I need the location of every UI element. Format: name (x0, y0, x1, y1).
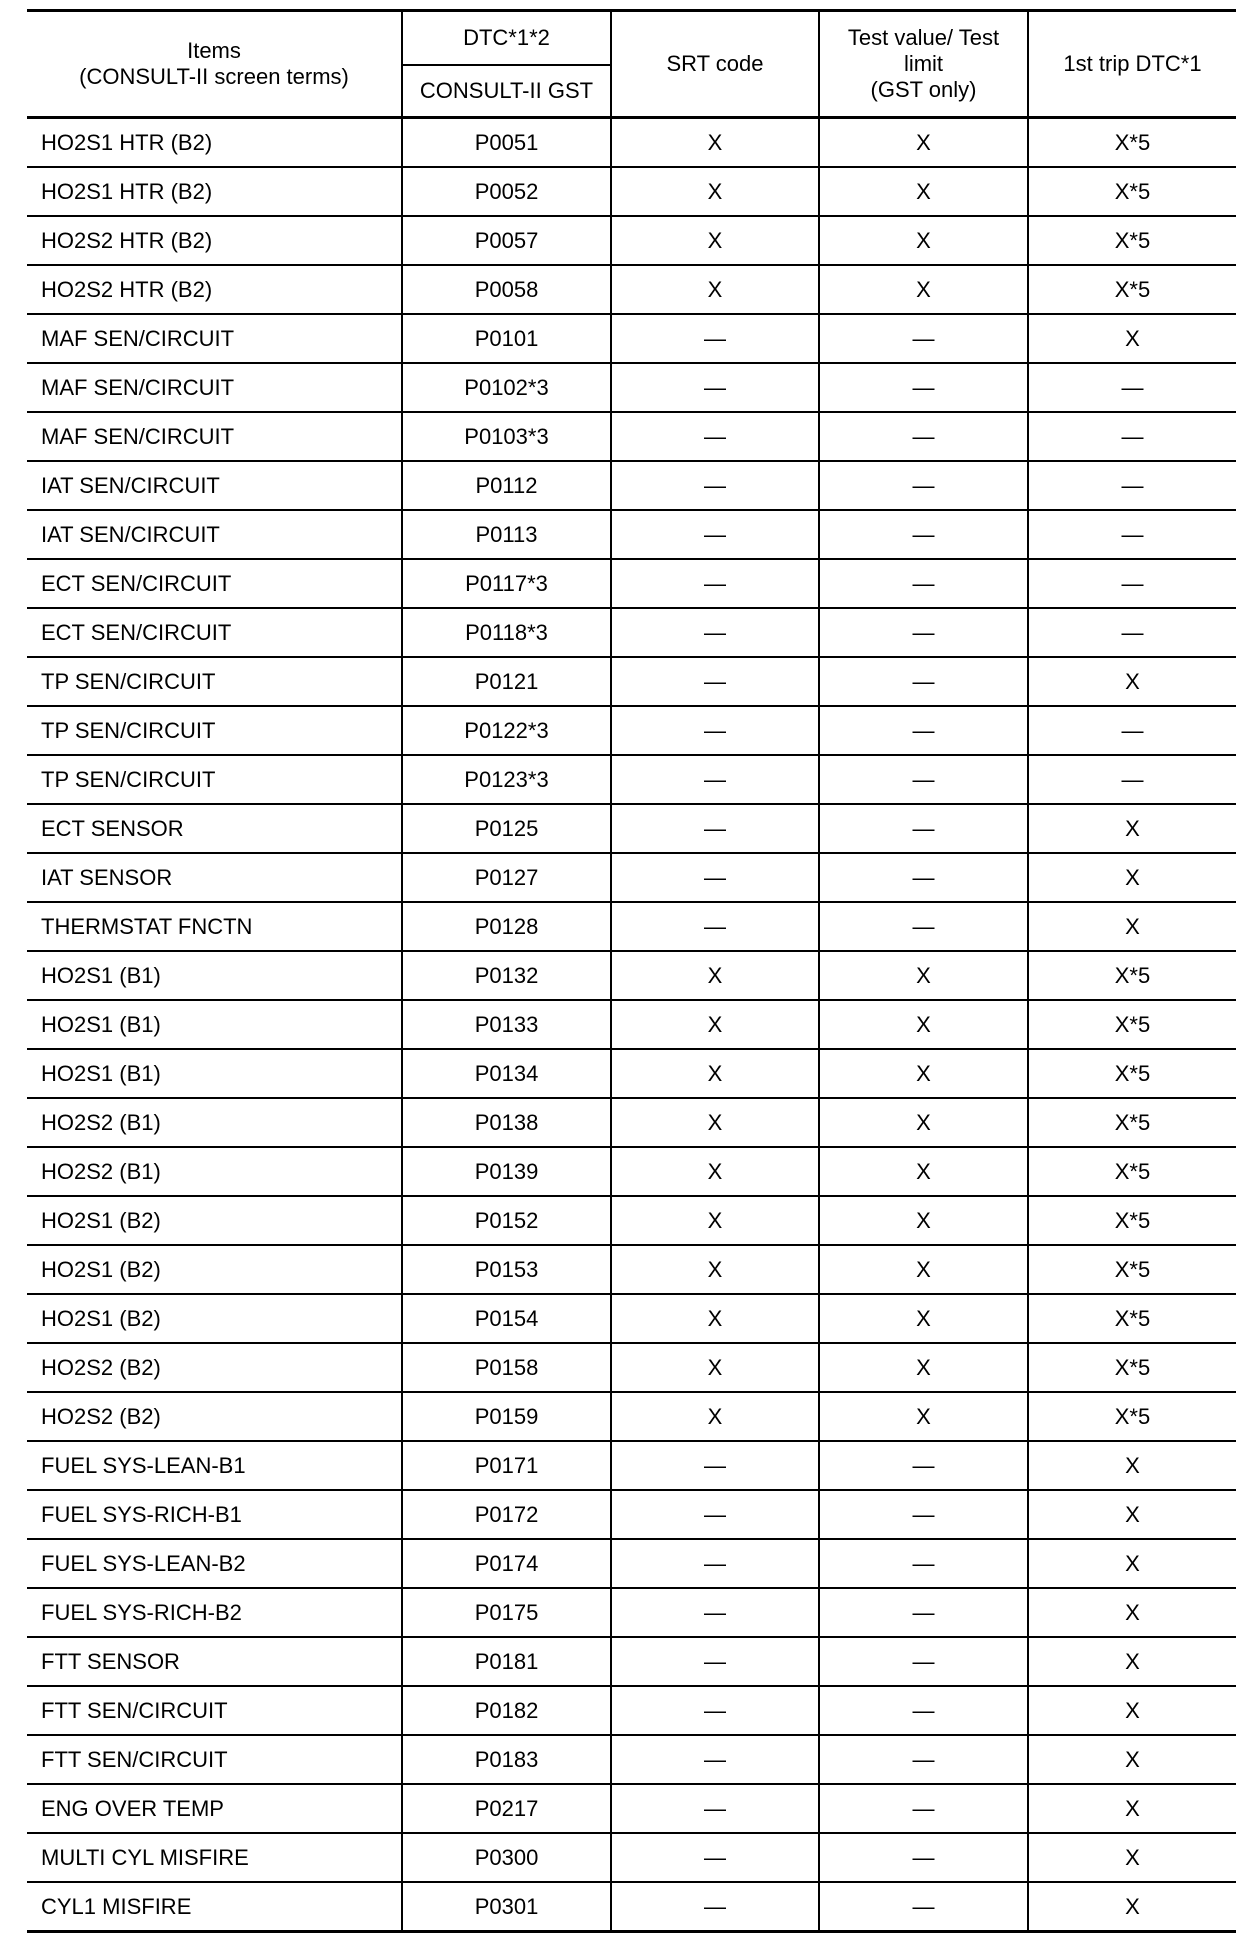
table-row (27, 1000, 1236, 1049)
dtc-code-cell: P0051 (402, 118, 611, 168)
first-trip-dtc-cell: X (1028, 1686, 1236, 1735)
dtc-code-cell: P0128 (402, 902, 611, 951)
srt-code-cell: — (611, 1686, 819, 1735)
table-row (27, 608, 1236, 657)
test-value-cell: X (819, 1392, 1028, 1441)
srt-code-cell: — (611, 1539, 819, 1588)
srt-code-cell: X (611, 1000, 819, 1049)
test-value-cell: X (819, 216, 1028, 265)
first-trip-dtc-cell: X*5 (1028, 1049, 1236, 1098)
srt-code-cell: — (611, 1735, 819, 1784)
dtc-code-cell: P0181 (402, 1637, 611, 1686)
test-value-cell: X (819, 1147, 1028, 1196)
table-row (27, 1196, 1236, 1245)
dtc-code-cell: P0158 (402, 1343, 611, 1392)
first-trip-dtc-cell: X (1028, 1637, 1236, 1686)
test-value-cell: — (819, 559, 1028, 608)
dtc-code-cell: P0112 (402, 461, 611, 510)
item-cell: MULTI CYL MISFIRE (27, 1833, 402, 1882)
item-cell: HO2S1 (B2) (27, 1196, 402, 1245)
table-row (27, 412, 1236, 461)
dtc-code-cell: P0154 (402, 1294, 611, 1343)
dtc-table (27, 9, 1236, 1933)
srt-code-cell: — (611, 1784, 819, 1833)
header-srt-code: SRT code (611, 11, 819, 118)
test-value-cell: X (819, 1245, 1028, 1294)
test-value-cell: — (819, 314, 1028, 363)
test-value-cell: — (819, 853, 1028, 902)
srt-code-cell: X (611, 216, 819, 265)
srt-code-cell: X (611, 265, 819, 314)
srt-code-cell: X (611, 1294, 819, 1343)
table-row (27, 804, 1236, 853)
table-row (27, 1294, 1236, 1343)
table-row (27, 1098, 1236, 1147)
item-cell: ECT SEN/CIRCUIT (27, 559, 402, 608)
first-trip-dtc-cell: — (1028, 363, 1236, 412)
first-trip-dtc-cell: X (1028, 1539, 1236, 1588)
first-trip-dtc-cell: X*5 (1028, 167, 1236, 216)
first-trip-dtc-cell: X (1028, 314, 1236, 363)
test-value-cell: — (819, 1882, 1028, 1932)
dtc-code-cell: P0101 (402, 314, 611, 363)
srt-code-cell: X (611, 951, 819, 1000)
first-trip-dtc-cell: X (1028, 1882, 1236, 1932)
table-row (27, 1588, 1236, 1637)
table-row (27, 1441, 1236, 1490)
item-cell: HO2S2 (B1) (27, 1147, 402, 1196)
item-cell: HO2S1 (B1) (27, 1049, 402, 1098)
first-trip-dtc-cell: X*5 (1028, 1000, 1236, 1049)
header-items-title: Items (187, 38, 241, 63)
first-trip-dtc-cell: X (1028, 804, 1236, 853)
dtc-code-cell: P0172 (402, 1490, 611, 1539)
item-cell: HO2S1 (B1) (27, 1000, 402, 1049)
table-row (27, 1392, 1236, 1441)
item-cell: ECT SENSOR (27, 804, 402, 853)
srt-code-cell: X (611, 1392, 819, 1441)
item-cell: HO2S1 (B2) (27, 1245, 402, 1294)
srt-code-cell: X (611, 1245, 819, 1294)
first-trip-dtc-cell: X*5 (1028, 1343, 1236, 1392)
item-cell: FTT SEN/CIRCUIT (27, 1735, 402, 1784)
table-row (27, 1147, 1236, 1196)
test-value-cell: X (819, 1294, 1028, 1343)
first-trip-dtc-cell: — (1028, 412, 1236, 461)
dtc-code-cell: P0300 (402, 1833, 611, 1882)
table-row (27, 167, 1236, 216)
srt-code-cell: — (611, 363, 819, 412)
table-row (27, 118, 1236, 168)
table-row (27, 755, 1236, 804)
first-trip-dtc-cell: — (1028, 461, 1236, 510)
first-trip-dtc-cell: X*5 (1028, 1392, 1236, 1441)
srt-code-cell: — (611, 1833, 819, 1882)
first-trip-dtc-cell: X (1028, 853, 1236, 902)
item-cell: IAT SENSOR (27, 853, 402, 902)
first-trip-dtc-cell: — (1028, 706, 1236, 755)
dtc-code-cell: P0152 (402, 1196, 611, 1245)
item-cell: HO2S2 HTR (B2) (27, 265, 402, 314)
first-trip-dtc-cell: — (1028, 510, 1236, 559)
table-row (27, 363, 1236, 412)
dtc-code-cell: P0175 (402, 1588, 611, 1637)
srt-code-cell: — (611, 1490, 819, 1539)
srt-code-cell: X (611, 1049, 819, 1098)
dtc-code-cell: P0125 (402, 804, 611, 853)
header-items (27, 11, 402, 118)
srt-code-cell: — (611, 461, 819, 510)
table-row (27, 706, 1236, 755)
table-row (27, 853, 1236, 902)
table-row (27, 1637, 1236, 1686)
table-row (27, 461, 1236, 510)
item-cell: HO2S2 (B1) (27, 1098, 402, 1147)
dtc-code-cell: P0134 (402, 1049, 611, 1098)
dtc-code-cell: P0133 (402, 1000, 611, 1049)
first-trip-dtc-cell: — (1028, 559, 1236, 608)
item-cell: ENG OVER TEMP (27, 1784, 402, 1833)
test-value-cell: — (819, 363, 1028, 412)
dtc-code-cell: P0118*3 (402, 608, 611, 657)
first-trip-dtc-cell: X (1028, 1490, 1236, 1539)
first-trip-dtc-cell: X*5 (1028, 1196, 1236, 1245)
test-value-cell: — (819, 608, 1028, 657)
table-row (27, 1882, 1236, 1932)
item-cell: HO2S1 HTR (B2) (27, 167, 402, 216)
dtc-code-cell: P0127 (402, 853, 611, 902)
test-value-cell: X (819, 118, 1028, 168)
first-trip-dtc-cell: X*5 (1028, 118, 1236, 168)
header-first-trip-dtc: 1st trip DTC*1 (1028, 11, 1236, 118)
srt-code-cell: — (611, 853, 819, 902)
srt-code-cell: — (611, 1441, 819, 1490)
srt-code-cell: X (611, 1343, 819, 1392)
dtc-code-cell: P0174 (402, 1539, 611, 1588)
srt-code-cell: — (611, 902, 819, 951)
srt-code-cell: — (611, 755, 819, 804)
test-value-cell: X (819, 167, 1028, 216)
item-cell: HO2S1 HTR (B2) (27, 118, 402, 168)
test-value-cell: — (819, 461, 1028, 510)
srt-code-cell: — (611, 804, 819, 853)
first-trip-dtc-cell: X (1028, 657, 1236, 706)
test-value-cell: — (819, 706, 1028, 755)
srt-code-cell: — (611, 510, 819, 559)
table-row (27, 1245, 1236, 1294)
srt-code-cell: — (611, 1588, 819, 1637)
header-test-value (819, 11, 1028, 118)
dtc-code-cell: P0123*3 (402, 755, 611, 804)
dtc-code-cell: P0122*3 (402, 706, 611, 755)
dtc-code-cell: P0052 (402, 167, 611, 216)
test-value-cell: X (819, 1098, 1028, 1147)
dtc-code-cell: P0138 (402, 1098, 611, 1147)
header-test-line2: limit (903, 51, 944, 76)
test-value-cell: X (819, 1343, 1028, 1392)
dtc-code-cell: P0159 (402, 1392, 611, 1441)
first-trip-dtc-cell: X*5 (1028, 216, 1236, 265)
dtc-code-cell: P0132 (402, 951, 611, 1000)
item-cell: TP SEN/CIRCUIT (27, 755, 402, 804)
table-row (27, 951, 1236, 1000)
table-row (27, 1343, 1236, 1392)
header-items-subtitle: (CONSULT-II screen terms) (79, 64, 349, 89)
srt-code-cell: — (611, 608, 819, 657)
srt-code-cell: — (611, 559, 819, 608)
first-trip-dtc-cell: X*5 (1028, 1245, 1236, 1294)
test-value-cell: — (819, 510, 1028, 559)
table-header (27, 11, 1236, 118)
dtc-code-cell: P0117*3 (402, 559, 611, 608)
item-cell: FUEL SYS-RICH-B1 (27, 1490, 402, 1539)
srt-code-cell: X (611, 167, 819, 216)
table-body (27, 118, 1236, 1932)
srt-code-cell: X (611, 1147, 819, 1196)
srt-code-cell: — (611, 314, 819, 363)
first-trip-dtc-cell: — (1028, 608, 1236, 657)
test-value-cell: — (819, 804, 1028, 853)
test-value-cell: X (819, 1049, 1028, 1098)
dtc-code-cell: P0058 (402, 265, 611, 314)
dtc-code-cell: P0102*3 (402, 363, 611, 412)
test-value-cell: X (819, 951, 1028, 1000)
item-cell: MAF SEN/CIRCUIT (27, 363, 402, 412)
dtc-code-cell: P0171 (402, 1441, 611, 1490)
table-row (27, 1833, 1236, 1882)
table-row (27, 902, 1236, 951)
dtc-code-cell: P0301 (402, 1882, 611, 1932)
test-value-cell: — (819, 1441, 1028, 1490)
item-cell: FUEL SYS-RICH-B2 (27, 1588, 402, 1637)
item-cell: TP SEN/CIRCUIT (27, 706, 402, 755)
first-trip-dtc-cell: X (1028, 902, 1236, 951)
header-dtc-consult-gst: CONSULT-II GST (402, 65, 611, 118)
test-value-cell: — (819, 1490, 1028, 1539)
dtc-code-cell: P0057 (402, 216, 611, 265)
item-cell: FUEL SYS-LEAN-B2 (27, 1539, 402, 1588)
srt-code-cell: — (611, 706, 819, 755)
table-row (27, 1784, 1236, 1833)
first-trip-dtc-cell: X (1028, 1588, 1236, 1637)
item-cell: HO2S2 (B2) (27, 1343, 402, 1392)
srt-code-cell: X (611, 1098, 819, 1147)
first-trip-dtc-cell: X (1028, 1735, 1236, 1784)
test-value-cell: — (819, 755, 1028, 804)
table-row (27, 314, 1236, 363)
item-cell: TP SEN/CIRCUIT (27, 657, 402, 706)
item-cell: IAT SEN/CIRCUIT (27, 461, 402, 510)
srt-code-cell: — (611, 657, 819, 706)
table-row (27, 1735, 1236, 1784)
table-row (27, 559, 1236, 608)
table-row (27, 265, 1236, 314)
item-cell: FUEL SYS-LEAN-B1 (27, 1441, 402, 1490)
dtc-code-cell: P0121 (402, 657, 611, 706)
dtc-code-cell: P0113 (402, 510, 611, 559)
test-value-cell: — (819, 1539, 1028, 1588)
dtc-code-cell: P0217 (402, 1784, 611, 1833)
first-trip-dtc-cell: — (1028, 755, 1236, 804)
test-value-cell: — (819, 1735, 1028, 1784)
test-value-cell: — (819, 657, 1028, 706)
dtc-code-cell: P0182 (402, 1686, 611, 1735)
first-trip-dtc-cell: X*5 (1028, 951, 1236, 1000)
table-row (27, 657, 1236, 706)
item-cell: CYL1 MISFIRE (27, 1882, 402, 1932)
item-cell: ECT SEN/CIRCUIT (27, 608, 402, 657)
item-cell: HO2S2 (B2) (27, 1392, 402, 1441)
srt-code-cell: — (611, 412, 819, 461)
srt-code-cell: — (611, 1637, 819, 1686)
test-value-cell: X (819, 1196, 1028, 1245)
item-cell: MAF SEN/CIRCUIT (27, 412, 402, 461)
test-value-cell: — (819, 412, 1028, 461)
srt-code-cell: X (611, 1196, 819, 1245)
first-trip-dtc-cell: X*5 (1028, 1147, 1236, 1196)
test-value-cell: — (819, 1588, 1028, 1637)
item-cell: HO2S2 HTR (B2) (27, 216, 402, 265)
first-trip-dtc-cell: X (1028, 1833, 1236, 1882)
table-row (27, 1049, 1236, 1098)
test-value-cell: — (819, 1784, 1028, 1833)
first-trip-dtc-cell: X*5 (1028, 1098, 1236, 1147)
srt-code-cell: X (611, 118, 819, 168)
first-trip-dtc-cell: X (1028, 1784, 1236, 1833)
test-value-cell: — (819, 1686, 1028, 1735)
dtc-code-cell: P0103*3 (402, 412, 611, 461)
test-value-cell: — (819, 902, 1028, 951)
header-test-line3: (GST only) (870, 77, 977, 102)
first-trip-dtc-cell: X*5 (1028, 265, 1236, 314)
item-cell: FTT SENSOR (27, 1637, 402, 1686)
item-cell: HO2S1 (B1) (27, 951, 402, 1000)
table-row (27, 510, 1236, 559)
item-cell: HO2S1 (B2) (27, 1294, 402, 1343)
test-value-cell: — (819, 1833, 1028, 1882)
test-value-cell: X (819, 265, 1028, 314)
item-cell: FTT SEN/CIRCUIT (27, 1686, 402, 1735)
test-value-cell: — (819, 1637, 1028, 1686)
item-cell: IAT SEN/CIRCUIT (27, 510, 402, 559)
first-trip-dtc-cell: X (1028, 1441, 1236, 1490)
item-cell: MAF SEN/CIRCUIT (27, 314, 402, 363)
dtc-code-cell: P0183 (402, 1735, 611, 1784)
dtc-code-cell: P0139 (402, 1147, 611, 1196)
table-row (27, 1686, 1236, 1735)
header-dtc-group: DTC*1*2 (402, 11, 611, 66)
first-trip-dtc-cell: X*5 (1028, 1294, 1236, 1343)
table-row (27, 1539, 1236, 1588)
table-row (27, 1490, 1236, 1539)
dtc-code-cell: P0153 (402, 1245, 611, 1294)
test-value-cell: X (819, 1000, 1028, 1049)
table-row (27, 216, 1236, 265)
item-cell: THERMSTAT FNCTN (27, 902, 402, 951)
srt-code-cell: — (611, 1882, 819, 1932)
header-test-line1: Test value/ Test (847, 25, 1000, 50)
